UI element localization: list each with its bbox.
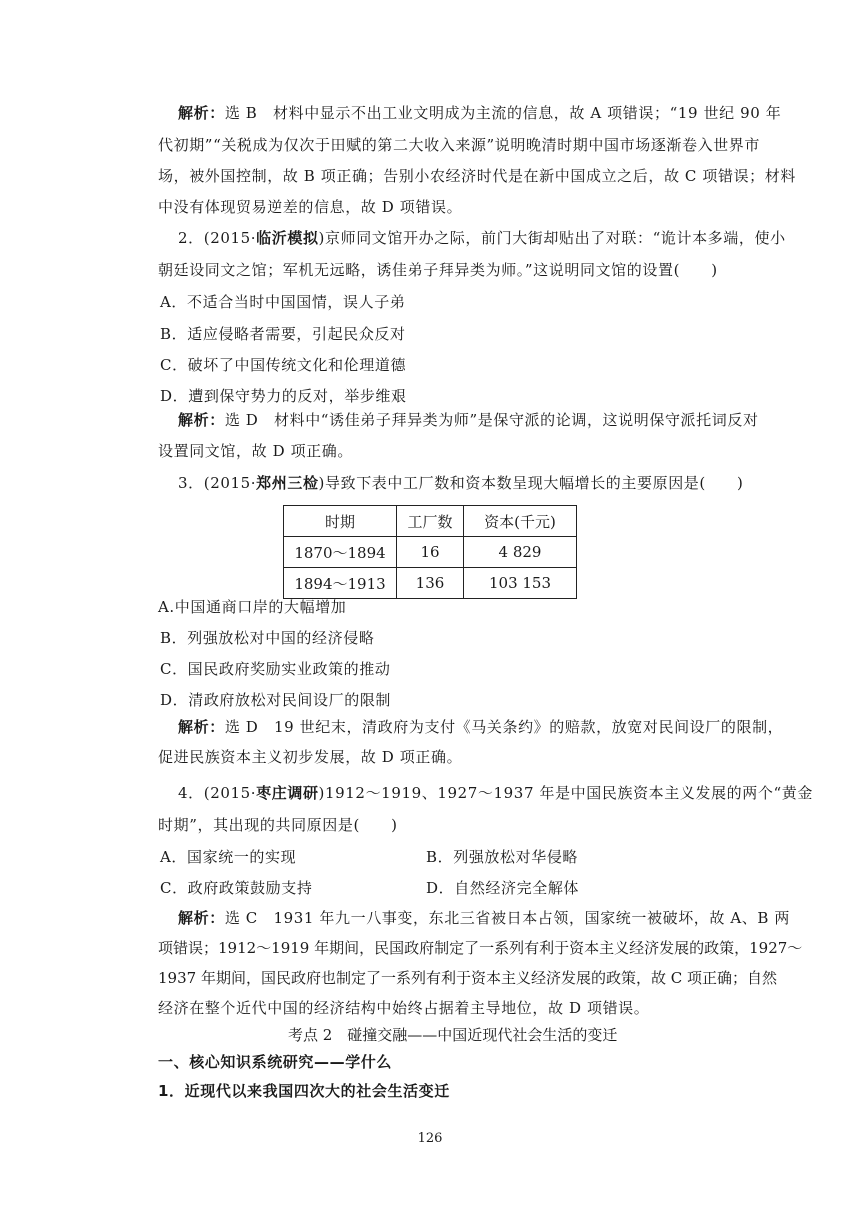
q2-option-d: D．遭到保守势力的反对，举步维艰 bbox=[160, 387, 407, 405]
table-cell: 4 829 bbox=[464, 537, 577, 568]
q3-option-c: C．国民政府奖励实业政策的推动 bbox=[160, 660, 391, 678]
q4-stem-line-2: 时期”，其出现的共同原因是( ) bbox=[158, 816, 398, 834]
table-row bbox=[284, 568, 577, 599]
table-header-cell: 时期 bbox=[284, 506, 397, 537]
q4-analysis-line-2: 项错误；1912～1919 年期间，民国政府制定了一系列有利于资本主义经济发展的政策，1927～ bbox=[158, 939, 803, 957]
q4-analysis-line-3: 1937 年期间，国民政府也制定了一系列有利于资本主义经济发展的政策，故 C 项正确；自然 bbox=[158, 969, 777, 987]
table-header-row bbox=[284, 506, 577, 537]
table-header-cell: 资本(千元) bbox=[464, 506, 577, 537]
table-cell: 1894～1913 bbox=[284, 568, 397, 599]
q4-analysis-line-1: 解析：选 C 1931 年九一八事变，东北三省被日本占领，国家统一被破坏，故 A、B 两 bbox=[178, 909, 790, 927]
table-row bbox=[284, 537, 577, 568]
q3-option-b: B．列强放松对中国的经济侵略 bbox=[160, 629, 375, 647]
q1-analysis-line-1: 解析：选 B 材料中显示不出工业文明成为主流的信息，故 A 项错误；“19 世纪 90 年 bbox=[178, 104, 782, 122]
table-cell: 103 153 bbox=[464, 568, 577, 599]
q3-option-d: D．清政府放松对民间设厂的限制 bbox=[160, 691, 392, 709]
q3-analysis-line-2: 促进民族资本主义初步发展，故 D 项正确。 bbox=[158, 748, 463, 766]
q2-analysis-line-1: 解析：选 D 材料中“诱佳弟子拜异类为师”是保守派的论调，这说明保守派托词反对 bbox=[178, 411, 759, 429]
q3-source: 郑州三检 bbox=[256, 474, 319, 492]
q4-stem-line-1: 4．(2015·枣庄调研)1912～1919、1927～1937 年是中国民族资本主义发展的两个“黄金 bbox=[178, 784, 813, 802]
q4-option-a: A．国家统一的实现 bbox=[160, 848, 297, 866]
section-title: 考点 2 碰撞交融——中国近现代社会生活的变迁 bbox=[288, 1026, 618, 1044]
table-cell: 16 bbox=[397, 537, 464, 568]
table-header-cell: 工厂数 bbox=[397, 506, 464, 537]
q4-option-b: B．列强放松对华侵略 bbox=[426, 848, 579, 866]
q4-source: 枣庄调研 bbox=[256, 784, 319, 802]
q3-analysis-line-1: 解析：选 D 19 世纪末，清政府为支付《马关条约》的赔款，放宽对民间设厂的限制， bbox=[178, 718, 784, 736]
q3-option-a: A.中国通商口岸的大幅增加 bbox=[158, 598, 347, 616]
q3-stem: 3．(2015·郑州三检)导致下表中工厂数和资本数呈现大幅增长的主要原因是( ) bbox=[178, 474, 744, 492]
q3-table bbox=[283, 505, 577, 599]
page-number: 126 bbox=[417, 1131, 443, 1146]
table-cell: 1870～1894 bbox=[284, 537, 397, 568]
q1-analysis-line-4: 中没有体现贸易逆差的信息，故 D 项错误。 bbox=[158, 198, 463, 216]
section-heading-2: 1．近现代以来我国四次大的社会生活变迁 bbox=[158, 1082, 450, 1100]
q1-analysis-line-2: 代初期”“关税成为仅次于田赋的第二大收入来源”说明晚清时期中国市场逐渐卷入世界市 bbox=[158, 136, 761, 154]
q2-stem-line-2: 朝廷设同文之馆；军机无远略，诱佳弟子拜异类为师。”这说明同文馆的设置( ) bbox=[158, 261, 718, 279]
q2-option-c: C．破坏了中国传统文化和伦理道德 bbox=[160, 356, 407, 374]
q2-option-b: B．适应侵略者需要，引起民众反对 bbox=[160, 325, 406, 343]
section-heading-1: 一、核心知识系统研究——学什么 bbox=[158, 1053, 393, 1071]
q2-stem-line-1: 2．(2015·临沂模拟)京师同文馆开办之际，前门大街却贴出了对联：“诡计本多端，使小 bbox=[178, 229, 786, 247]
q2-option-a: A．不适合当时中国国情，误人子弟 bbox=[160, 293, 406, 311]
q4-option-c: C．政府政策鼓励支持 bbox=[160, 879, 313, 897]
q4-analysis-line-4: 经济在整个近代中国的经济结构中始终占据着主导地位，故 D 项错误。 bbox=[158, 999, 650, 1017]
q2-source: 临沂模拟 bbox=[256, 229, 319, 247]
table-cell: 136 bbox=[397, 568, 464, 599]
q2-analysis-line-2: 设置同文馆，故 D 项正确。 bbox=[158, 442, 353, 460]
q1-analysis-line-3: 场，被外国控制，故 B 项正确；告别小农经济时代是在新中国成立之后，故 C 项错误；材料 bbox=[158, 167, 796, 185]
q4-option-d: D．自然经济完全解体 bbox=[426, 879, 580, 897]
